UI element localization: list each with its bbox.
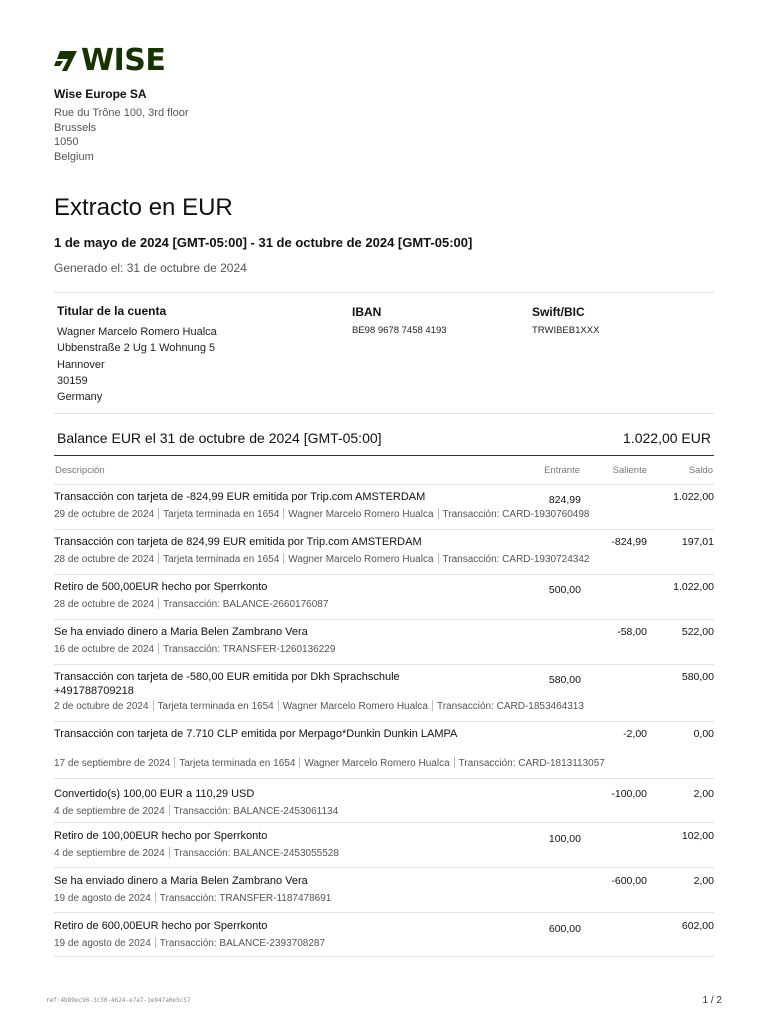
holder-country: Germany [57,391,103,404]
amount-in: 600,00 [548,923,581,935]
transaction-meta [54,598,328,610]
meta-item: 29 de octubre de 2024 [54,509,155,520]
col-description-header: Descripción [55,465,105,476]
generated-date: Generado el: 31 de octubre de 2024 [54,261,247,275]
amount-balance: 602,00 [681,920,714,932]
meta-separator [454,757,455,768]
balance-title: Balance EUR el 31 de octubre de 2024 [GMT-05:00] [57,430,382,446]
table-row [54,536,714,575]
iban-label: IBAN [352,305,382,319]
logo-wordmark: WISE [81,43,166,78]
meta-separator [299,757,300,768]
meta-item: Transacción: CARD-1813113057 [458,758,605,769]
transaction-description: Convertido(s) 100,00 EUR a 110,29 USD [54,788,255,800]
col-out-header: Saliente [612,465,647,476]
transaction-description: Transacción con tarjeta de -580,00 EUR emitida por Dkh Sprachschule +491788709218 [54,671,400,697]
wise-flag-icon [54,50,78,72]
meta-item: Transacción: BALANCE-2660176087 [163,599,329,610]
page-number: 1 / 2 [702,995,722,1006]
meta-item: Wagner Marcelo Romero Hualca [282,701,428,712]
meta-item: Tarjeta terminada en 1654 [163,509,280,520]
amount-balance: 1.022,00 [673,581,714,593]
meta-separator [158,553,159,564]
company-address-block [54,87,189,164]
meta-item: Wagner Marcelo Romero Hualca [304,758,450,769]
meta-item: 19 de agosto de 2024 [54,893,151,904]
amount-out: -824,99 [611,536,647,548]
balance-amount: 1.022,00 EUR [623,430,711,446]
transaction-description: Se ha enviado dinero a Maria Belen Zambrano Vera [54,626,308,638]
meta-item: Transacción: TRANSFER-1187478691 [159,893,332,904]
amount-in: 824,99 [548,494,581,506]
table-row [54,626,714,665]
meta-item: 2 de octubre de 2024 [54,701,149,712]
meta-item: Tarjeta terminada en 1654 [163,554,280,565]
meta-item: Tarjeta terminada en 1654 [179,758,296,769]
meta-separator [158,643,159,654]
amount-in: 580,00 [548,674,581,686]
meta-separator [438,553,439,564]
meta-item: Wagner Marcelo Romero Hualca [288,509,434,520]
meta-separator [438,508,439,519]
divider [54,413,714,414]
amount-out: -600,00 [611,875,647,887]
holder-details [57,324,217,405]
meta-item: Transacción: CARD-1930760498 [442,509,590,520]
transaction-meta [54,937,325,949]
meta-item: Transacción: BALANCE-2453061134 [173,806,339,817]
amount-balance: 2,00 [693,788,714,800]
statement-period: 1 de mayo de 2024 [GMT-05:00] - 31 de octubre de 2024 [GMT-05:00] [54,235,473,250]
meta-item: Transacción: TRANSFER-1260136229 [163,644,336,655]
meta-item: 17 de septiembre de 2024 [54,758,171,769]
transaction-meta [54,508,589,520]
meta-item: Transacción: CARD-1930724342 [442,554,590,565]
amount-in: 500,00 [548,584,581,596]
transaction-description: Transacción con tarjeta de 7.710 CLP emitida por Merpago*Dunkin Dunkin LAMPA [54,728,458,740]
meta-item: 28 de octubre de 2024 [54,554,155,565]
holder-name: Wagner Marcelo Romero Hualca [57,326,217,338]
table-row [54,671,714,722]
amount-in: 100,00 [548,833,581,845]
meta-separator [153,700,154,711]
holder-city: Hannover [57,358,105,371]
company-name: Wise Europe SA [54,87,147,101]
divider [54,484,714,485]
meta-separator [155,937,156,948]
divider [54,292,714,293]
swift-value: TRWIBEB1XXX [532,325,600,336]
meta-item: 4 de septiembre de 2024 [54,806,165,817]
amount-balance: 1.022,00 [673,491,714,503]
meta-separator [174,757,175,768]
table-row [54,788,714,823]
swift-label: Swift/BIC [532,305,585,319]
transaction-description: Transacción con tarjeta de 824,99 EUR emitida por Trip.com AMSTERDAM [54,536,422,548]
iban-value: BE98 9678 7458 4193 [352,325,447,336]
company-address-line: Rue du Trône 100, 3rd floor [54,107,189,119]
holder-postcode: 30159 [57,374,88,387]
amount-balance: 102,00 [681,830,714,842]
transaction-description: Se ha enviado dinero a Maria Belen Zambrano Vera [54,875,308,887]
meta-separator [283,508,284,519]
transaction-meta [54,700,584,712]
amount-balance: 580,00 [681,671,714,683]
transaction-description: Retiro de 100,00EUR hecho por Sperrkonto [54,830,268,842]
meta-separator [158,508,159,519]
meta-item: 16 de octubre de 2024 [54,644,155,655]
table-row [54,581,714,620]
meta-item: 4 de septiembre de 2024 [54,848,165,859]
meta-item: Transacción: BALANCE-2393708287 [159,938,326,949]
meta-separator [169,847,170,858]
transaction-description: Retiro de 600,00EUR hecho por Sperrkonto [54,920,268,932]
meta-item: 28 de octubre de 2024 [54,599,155,610]
table-row [54,830,714,868]
company-postcode: 1050 [54,136,79,148]
transaction-meta [54,757,605,769]
holder-street: Ubbenstraße 2 Ug 1 Wohnung 5 [57,342,216,355]
amount-out: -100,00 [611,788,647,800]
statement-title: Extracto en EUR [54,194,233,221]
transaction-meta [54,892,331,904]
amount-balance: 522,00 [681,626,714,638]
meta-item: Tarjeta terminada en 1654 [157,701,274,712]
meta-item: Wagner Marcelo Romero Hualca [288,554,434,565]
col-balance-header: Saldo [688,465,713,476]
amount-balance: 0,00 [693,728,714,740]
table-row [54,920,714,957]
transaction-meta [54,847,339,859]
meta-separator [158,598,159,609]
meta-item: 19 de agosto de 2024 [54,938,151,949]
meta-separator [169,805,170,816]
meta-separator [278,700,279,711]
meta-separator [155,892,156,903]
company-country: Belgium [54,150,94,163]
balance-divider [54,455,714,456]
amount-balance: 2,00 [693,875,714,887]
transaction-description: Transacción con tarjeta de -824,99 EUR emitida por Trip.com AMSTERDAM [54,491,426,503]
meta-separator [432,700,433,711]
meta-item: Transacción: BALANCE-2453055528 [173,848,339,859]
holder-label: Titular de la cuenta [57,304,167,318]
meta-item: Transacción: CARD-1853464313 [436,701,584,712]
amount-balance: 197,01 [681,536,714,548]
wise-logo [54,43,166,78]
col-in-header: Entrante [544,465,580,476]
document-reference: ref:4b89ec96-3c30-4624-e7a7-1e947a0e5c57 [46,997,191,1004]
transaction-meta [54,643,335,655]
company-city: Brussels [54,121,97,134]
table-row [54,728,714,779]
transaction-meta [54,553,589,565]
amount-out: -58,00 [617,626,647,638]
transaction-description: Retiro de 500,00EUR hecho por Sperrkonto [54,581,268,593]
table-row [54,491,714,530]
meta-separator [283,553,284,564]
amount-out: -2,00 [623,728,647,740]
transaction-meta [54,805,338,817]
table-row [54,875,714,913]
